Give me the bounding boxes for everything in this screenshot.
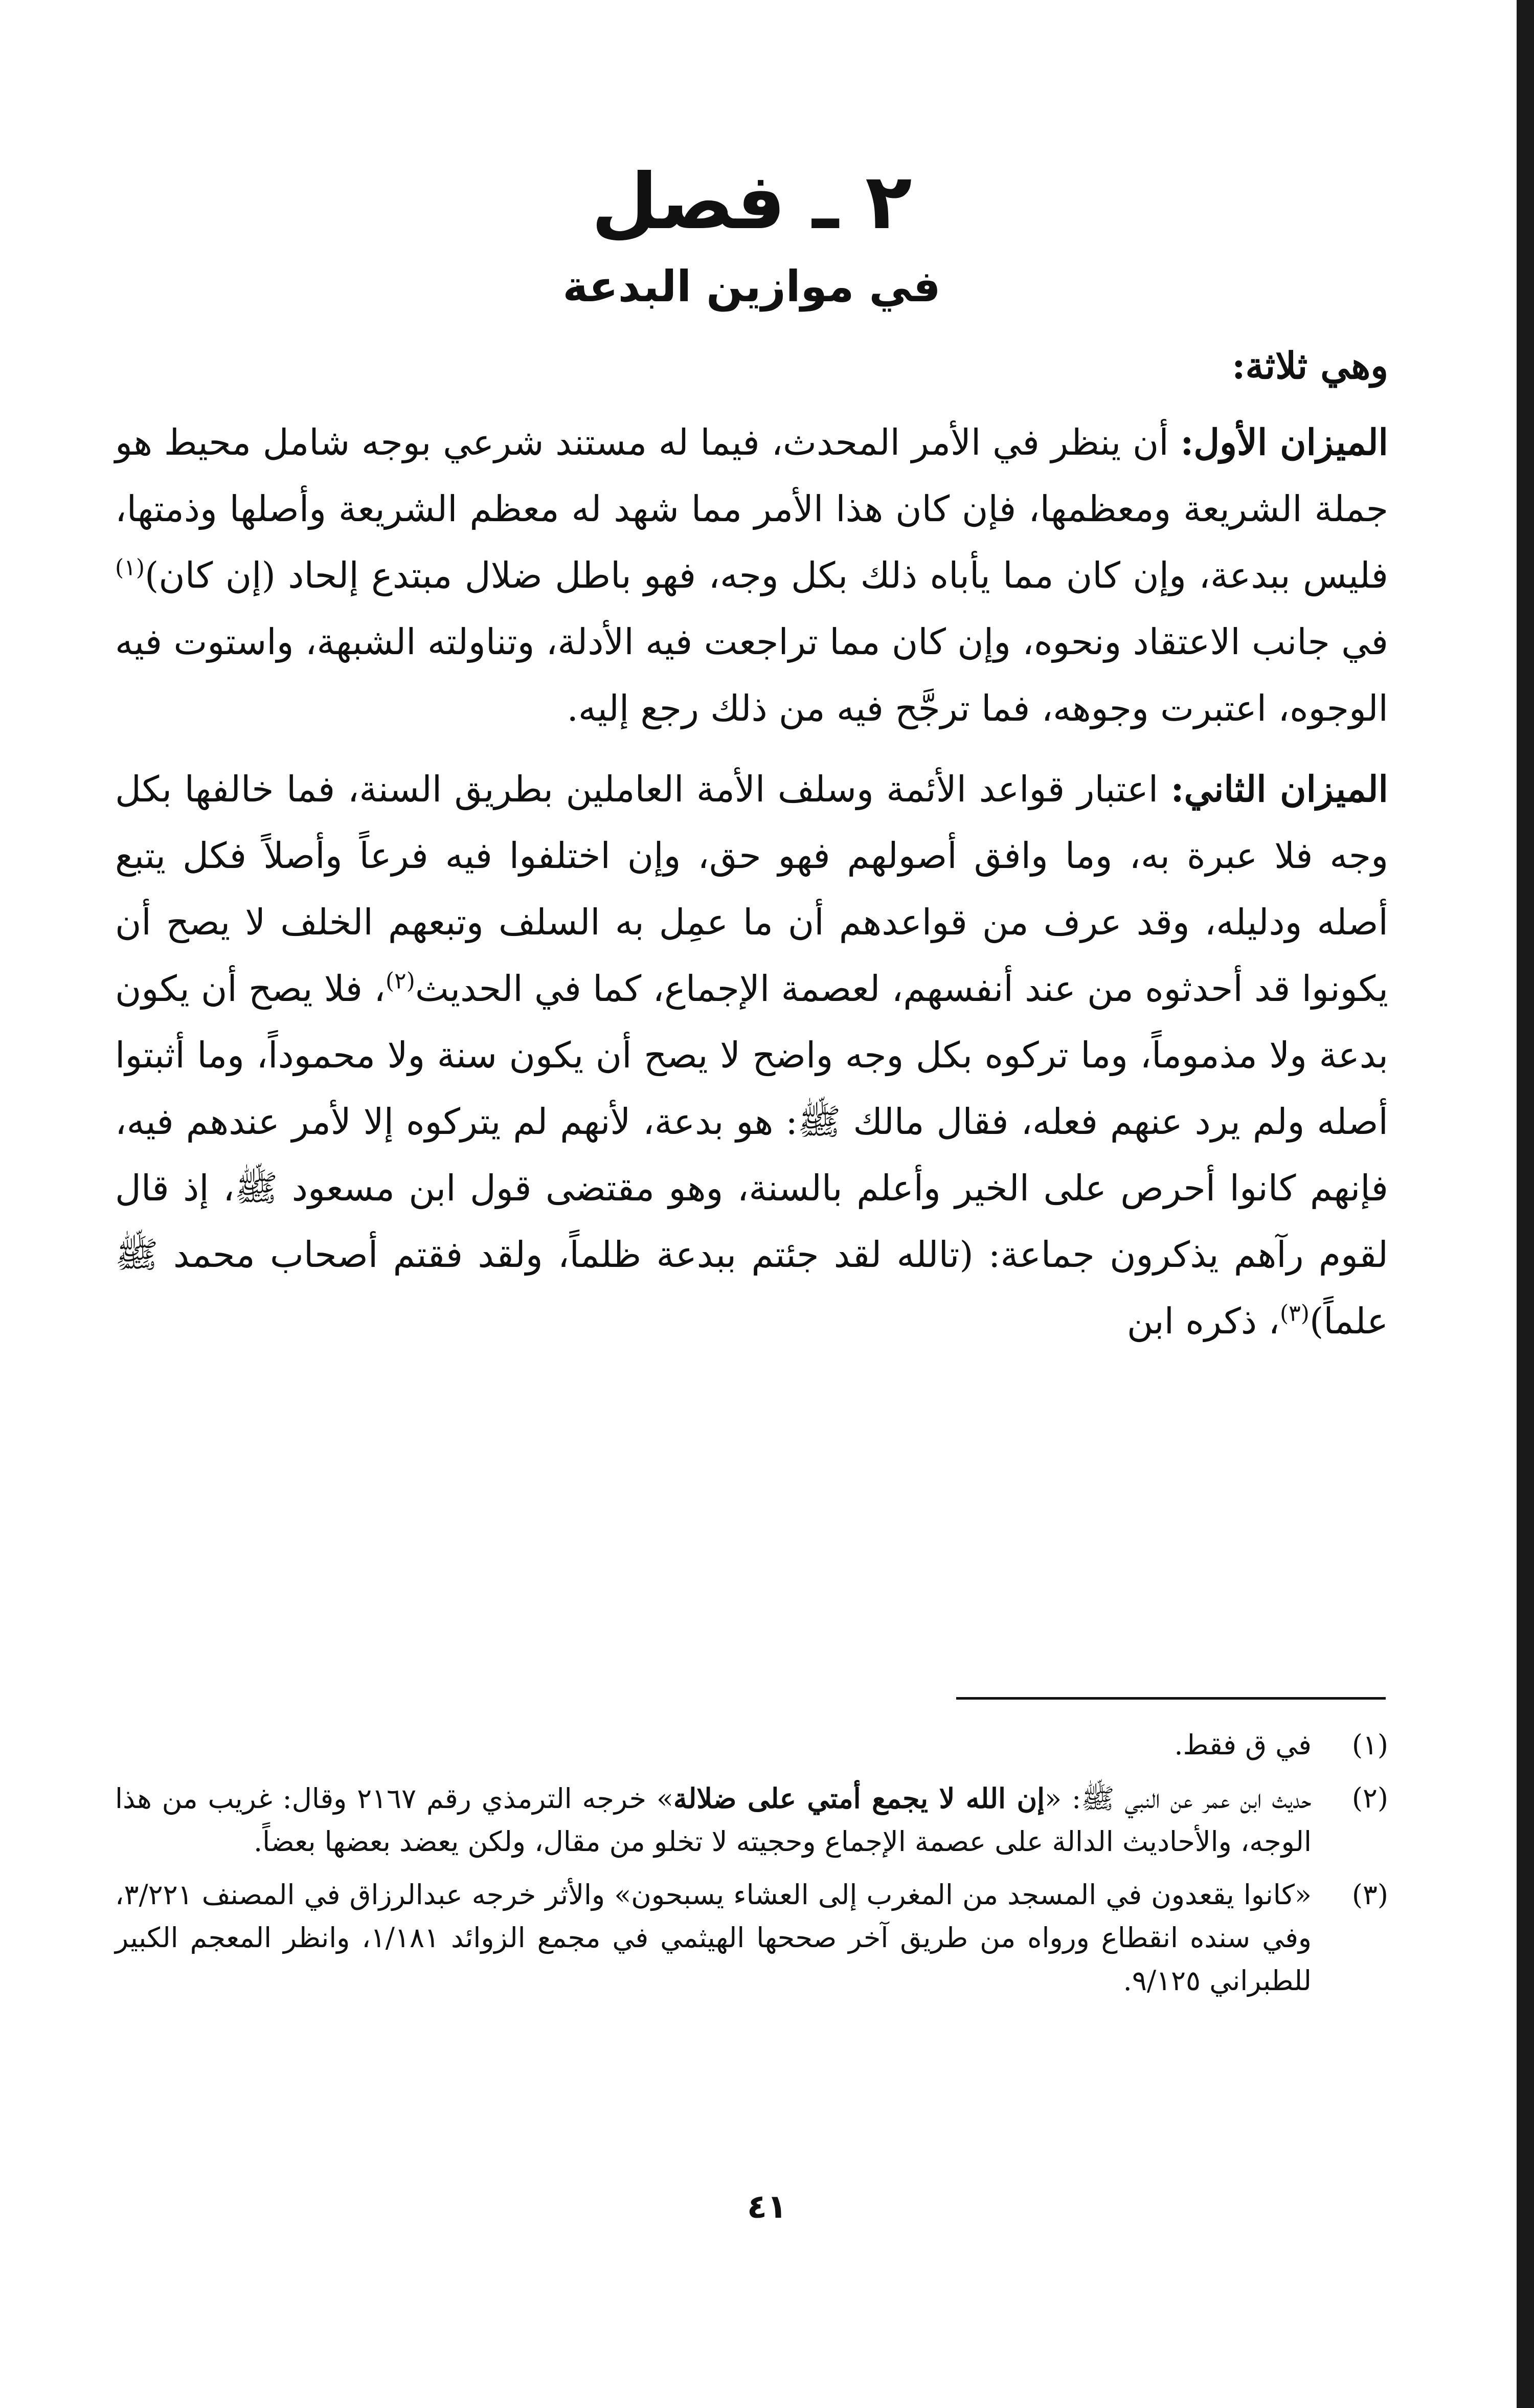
- paragraph-text: اعتبار قواعد الأئمة وسلف الأمة العاملين بطريق السنة، فما خالفها بكل وجه فلا عبرة به، وما وافق أصولهم فهو حق، وإن اختلفوا فيه فرعاً وأصلاً فكل يتبع أصله ودليله، وقد عرف من قواعدهم أن ما عمِل به السلف وتبعهم الخلف لا يصح أن يكونوا قد أحدثوه من عند أنفسهم، لعصمة الإجماع، كما في الحديث: [115, 768, 1388, 1010]
- footnote-ref: (١): [115, 554, 145, 581]
- page-number: ٤١: [747, 2188, 787, 2226]
- chapter-subtitle: في موازين البدعة: [562, 261, 941, 311]
- footnote-text-part: » خرجه الترمذي رقم ٢١٦٧ وقال: غريب من هذا الوجه، والأحاديث الدالة على عصمة الإجماع وحجيته لا تخلو من مقال، ولكن يعضد بعضها بعضاً.: [115, 1782, 1312, 1858]
- footnote-text: «كانوا يقعدون في المسجد من المغرب إلى العشاء يسبحون» والأثر خرجه عبدالرزاق في المصنف ٣/٢٢١، وفي سنده انقطاع ورواه من طريق آخر صححها الهيثمي في مجمع الزوائد ١/١٨١، وانظر المعجم الكبير للطبراني ٩/١٢٥.: [115, 1879, 1312, 1997]
- footnote-number: (٢): [1351, 1782, 1388, 1814]
- paragraph-text: في جانب الاعتقاد ونحوه، وإن كان مما تراجعت فيه الأدلة، وتناولته الشبهة، واستوت فيه الوجوه، اعتبرت وجوهه، فما ترجَّح فيه من ذلك رجع إليه.: [115, 621, 1388, 729]
- chapter-title: ٢ ـ فصل: [591, 158, 912, 247]
- paragraph-first-criterion: [115, 409, 1388, 742]
- footnote-separator: [956, 1697, 1386, 1700]
- main-text: [115, 153, 1388, 1369]
- footnote-text-part: حديث ابن عمر عن النبي ﷺ: «: [1045, 1782, 1312, 1815]
- paragraph-text: ، فلا يصح أن يكون بدعة ولا مذموماً، وما تركوه بكل وجه واضح لا يصح أن يكون سنة ولا محموداً، وما أثبتوا أصله ولم يرد عنهم فعله، فقال مالك ﷺ: هو بدعة، لأنهم لم يتركوه إلا لأمر عندهم فيه، فإنهم كانوا أحرص على الخير وأعلم بالسنة، وهو مقتضى قول ابن مسعود ﷺ، إذ قال لقوم رآهم يذكرون جماعة: (تالله لقد جئتم ببدعة ظلماً، ولقد فقتم أصحاب محمد ﷺ علماً): [115, 968, 1388, 1342]
- paragraph-second-criterion: [115, 756, 1388, 1354]
- paragraph-text: ، ذكره ابن: [1126, 1300, 1280, 1342]
- footnote-ref: (٢): [385, 968, 415, 994]
- page-binding-edge: [1517, 0, 1534, 2408]
- footnotes: [115, 1724, 1388, 2013]
- footnote-item: [115, 1777, 1388, 1863]
- paragraph-lead: الميزان الثاني:: [1170, 768, 1388, 810]
- footnote-number: (١): [1351, 1729, 1388, 1761]
- footnote-item: [115, 1724, 1388, 1767]
- paragraph-text: أن ينظر في الأمر المحدث، فيما له مستند شرعي بوجه شامل محيط هو جملة الشريعة ومعظمها، فإن كان هذا الأمر مما شهد له معظم الشريعة وأصلها وذمتها، فليس ببدعة، وإن كان مما يأباه ذلك بكل وجه، فهو باطل ضلال مبتدع إلحاد (إن كان): [115, 421, 1388, 596]
- intro-line: وهي ثلاثة:: [1231, 344, 1388, 387]
- footnote-text: في ق فقط.: [1174, 1729, 1312, 1761]
- footnote-text: [115, 1777, 1312, 1863]
- paragraph-lead: الميزان الأول:: [1180, 421, 1388, 463]
- footnote-item: [115, 1874, 1388, 2002]
- hadith-quote: إن الله لا يجمع أمتي على ضلالة: [673, 1782, 1045, 1815]
- footnote-ref: (٣): [1279, 1300, 1310, 1327]
- footnote-number: (٣): [1351, 1879, 1388, 1911]
